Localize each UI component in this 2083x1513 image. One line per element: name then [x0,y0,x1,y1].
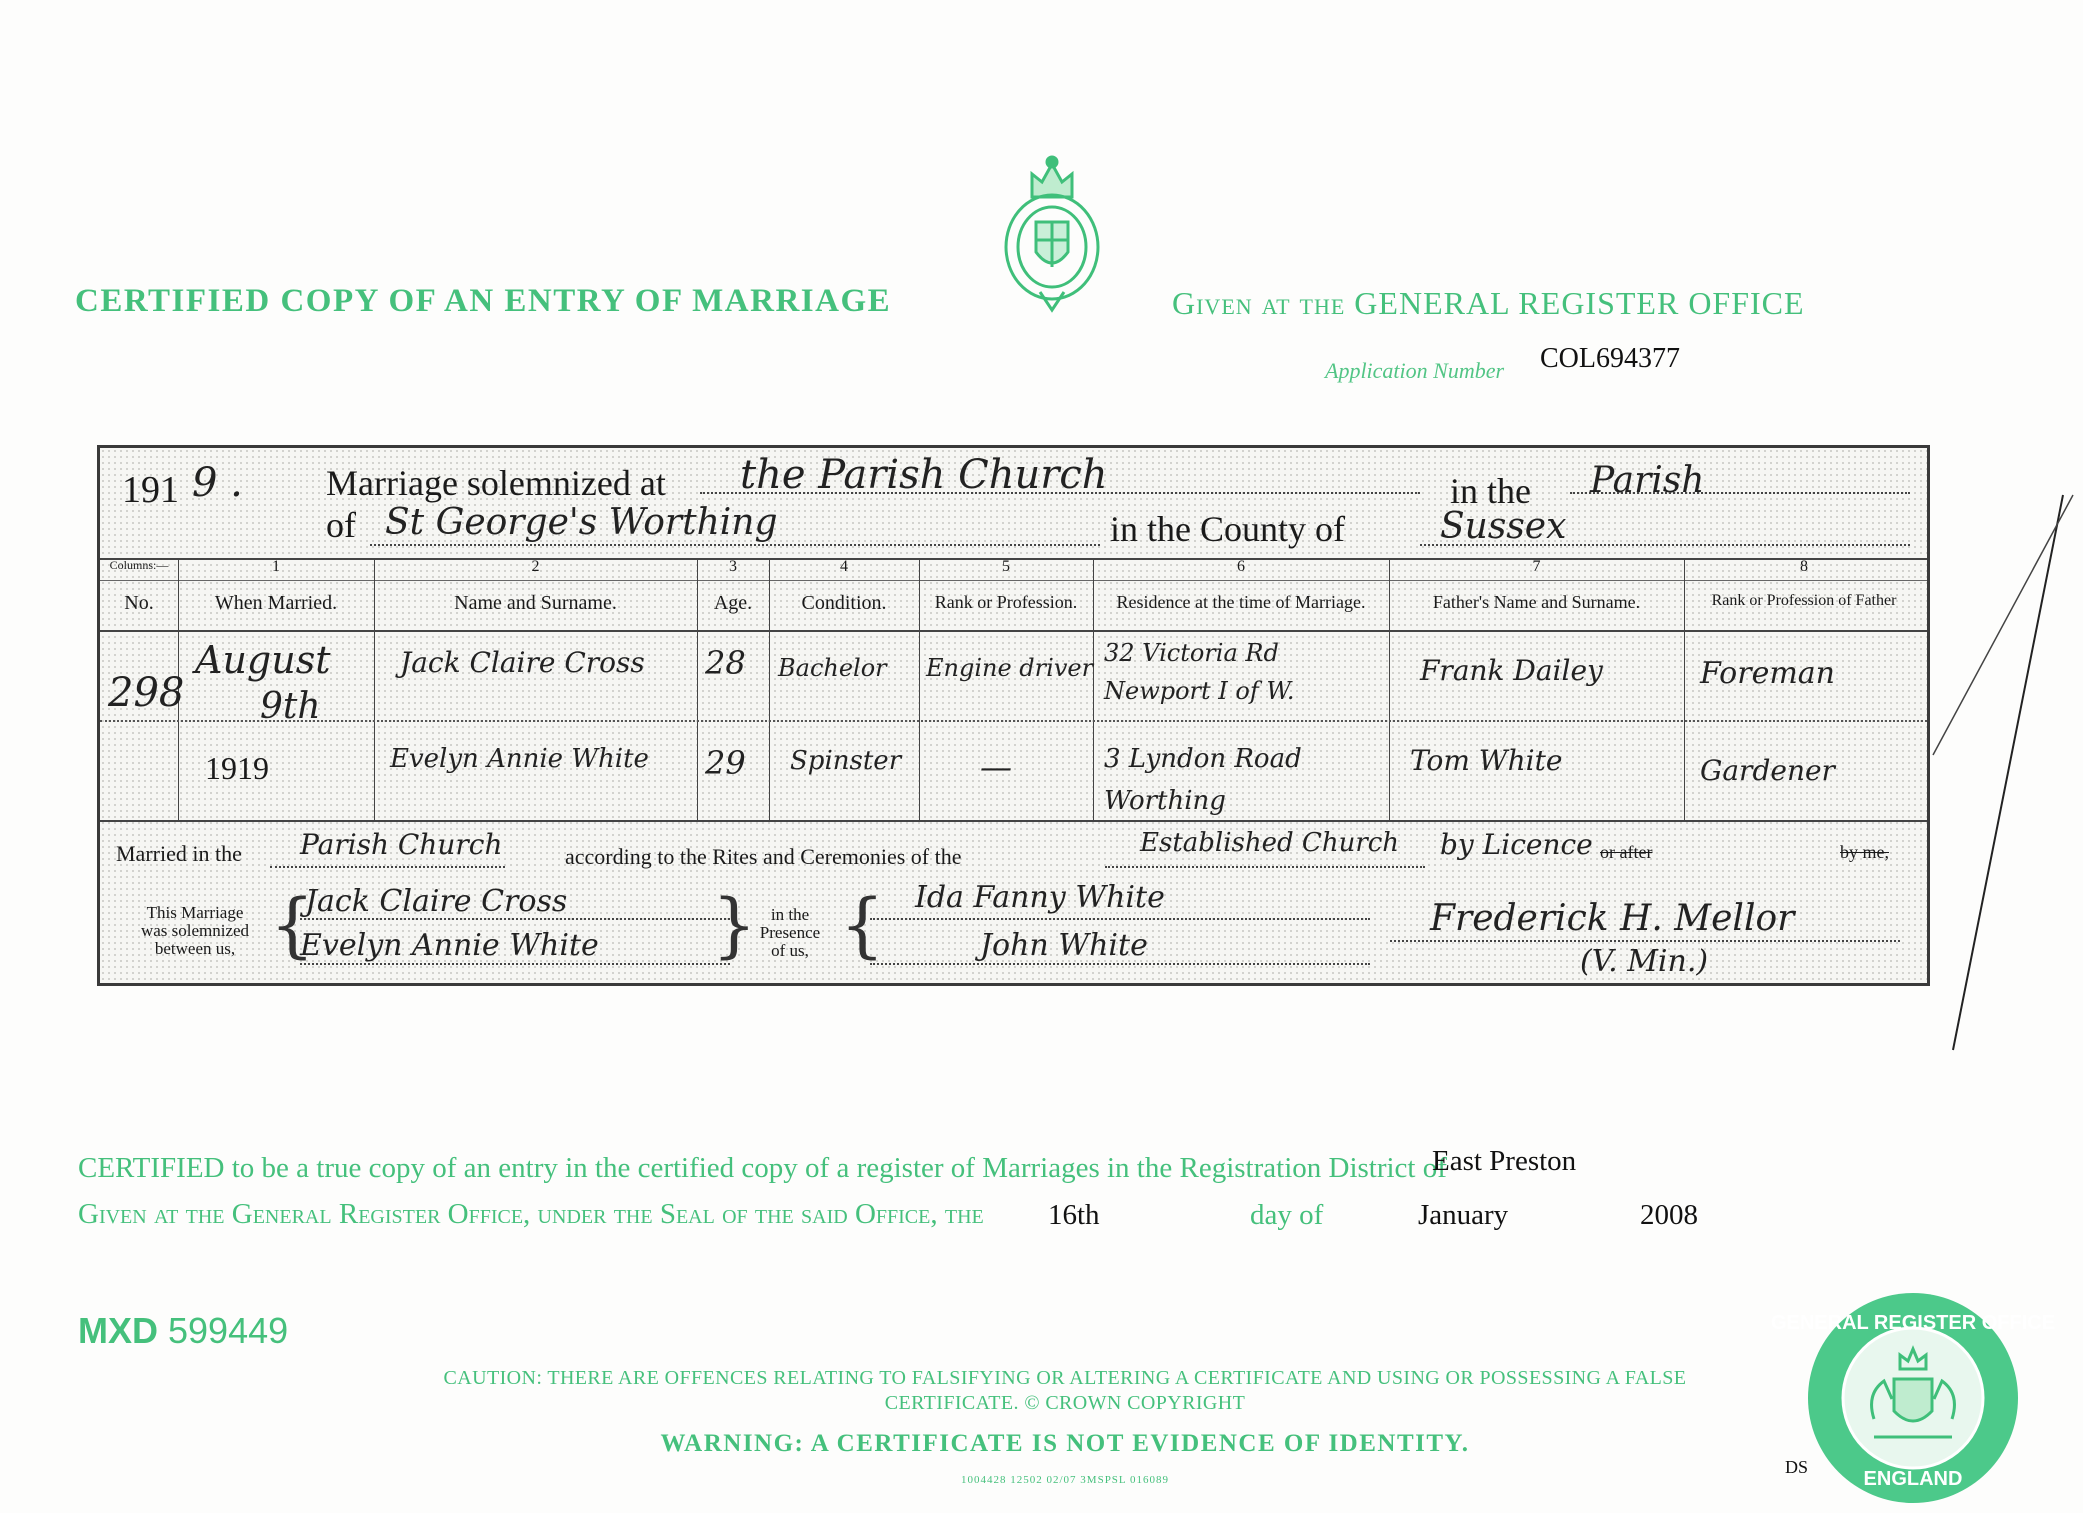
solemnized-at: the Parish Church [740,452,1108,498]
witness-2-signature: John White [980,928,1148,963]
groom-father-rank: Foreman [1700,656,1835,691]
between-us-line: was solemnized [140,921,250,940]
day-of-label: day of [1250,1199,1324,1231]
certification-month: January [1418,1199,1509,1231]
serial-prefix: MXD [78,1310,158,1351]
when-married-day: 9th [260,686,321,727]
rites-label: according to the Rites and Ceremonies of the [565,844,962,869]
column-number: 5 [1002,558,1010,575]
header-name: Name and Surname. [454,592,617,614]
bride-father-rank: Gardener [1700,754,1835,787]
presence-line: in the [770,905,810,924]
license-handwritten: by Licence [1440,828,1593,861]
year-handwritten: 9 . [192,460,243,506]
in-the-handwritten: Parish [1590,460,1705,501]
in-the-label: in the [1450,471,1531,511]
warning-text: WARNING: A CERTIFICATE IS NOT EVIDENCE OF IDENTITY. [660,1430,1470,1457]
presence-label [745,906,835,960]
header-father-rank: Rank or Profession of Father [1711,592,1897,609]
application-number: COL694377 [1540,343,1680,374]
groom-father: Frank Dailey [1420,654,1603,687]
register-entry [97,445,1930,986]
certification-year: 2008 [1640,1199,1698,1231]
right-brace-icon: } [712,884,757,966]
groom-age: 28 [705,644,746,682]
by-me-label: by me, [1840,842,1889,862]
county-label: in the County of [1110,509,1345,549]
column-number: 6 [1237,558,1245,575]
column-number: 1 [272,558,280,575]
print-code: 1004428 12502 02/07 3MSPSL 016089 [960,1474,1169,1486]
column-number: 4 [840,558,848,575]
certification-day: 16th [1048,1199,1100,1231]
groom-condition: Bachelor [778,654,887,682]
header-age: Age. [713,592,753,614]
bride-name: Evelyn Annie White [390,744,649,774]
given-line: Given at the General Register Office, under the Seal of the said Office, the [78,1198,984,1230]
bride-rank: — [980,748,1012,786]
seal-top-text: GENERAL REGISTER OFFICE [1770,1312,2056,1334]
given-at-title: Given at the GENERAL REGISTER OFFICE [1172,285,1805,321]
header-when-married: When Married. [214,592,338,614]
bride-residence: 3 Lyndon Road Worthing [1104,744,1302,816]
solemnized-label: Marriage solemnized at [326,463,666,503]
registrar-initials: DS [1785,1457,1809,1477]
royal-crest-icon [1000,152,1104,317]
rites-handwritten: Established Church [1140,828,1400,858]
bride-signature: Evelyn Annie White [300,928,599,963]
column-number: 7 [1532,558,1541,575]
entry-number: 298 [108,670,185,716]
groom-name: Jack Claire Cross [400,646,645,679]
groom-residence: 32 Victoria Rd Newport I of W. [1104,639,1295,705]
when-married-year: 1919 [205,750,269,786]
or-after-label: or after [1600,842,1653,862]
columns-label: Columns:— [109,558,169,572]
of-label: of [326,505,356,545]
caution-text: CAUTION: THERE ARE OFFENCES RELATING TO FALSIFYING OR ALTERING A CERTIFICATE AND USING OR POSSESSING A FALSE CERTIFICATE. © CROWN COPYRIGHT [443,1367,1687,1414]
header-father-name: Father's Name and Surname. [1432,592,1641,612]
witness-1-signature: Ida Fanny White [915,880,1165,915]
officiant-title: (V. Min.) [1580,944,1709,979]
header-condition: Condition. [801,592,887,614]
when-married-month: August [195,638,331,682]
groom-signature: Jack Claire Cross [305,884,568,919]
groom-rank: Engine driver [926,654,1094,682]
year-printed: 191 [122,469,179,511]
bride-age: 29 [705,744,746,782]
header-residence: Residence at the time of Marriage. [1116,592,1366,612]
bride-condition: Spinster [790,746,902,776]
married-in-handwritten: Parish Church [300,828,503,861]
presence-line: Presence [759,923,821,942]
left-brace-icon: { [270,884,315,966]
diagonal-line [1933,495,2083,1055]
certificate-title: CERTIFIED COPY OF AN ENTRY OF MARRIAGE [75,283,892,319]
between-us-line: This Marriage [146,903,244,922]
application-number-label: Application Number [1325,358,1505,383]
header-rank: Rank or Profession. [934,592,1078,612]
column-number: 2 [531,558,540,575]
presence-line: of us, [771,941,809,960]
serial-digits: 599449 [168,1310,289,1351]
between-us-line: between us, [154,939,236,958]
married-in-label: Married in the [116,841,242,866]
officiant-signature: Frederick H. Mellor [1430,898,1795,939]
certified-line: CERTIFIED to be a true copy of an entry in the certified copy of a register of Marriages in the Registration District of [78,1152,1447,1184]
presence-brace-icon: { [840,884,885,966]
seal-bottom-text: ENGLAND [1863,1468,1963,1490]
column-number: 8 [1800,558,1808,575]
county-handwritten: Sussex [1440,506,1567,547]
registration-district: East Preston [1432,1145,1577,1177]
between-us-label [120,904,270,958]
column-number: 3 [729,558,737,575]
serial-number [78,1310,288,1352]
of-handwritten: St George's Worthing [385,502,778,543]
register-header [100,448,1927,560]
header-no: No. [124,592,154,614]
bride-father: Tom White [1410,744,1563,777]
